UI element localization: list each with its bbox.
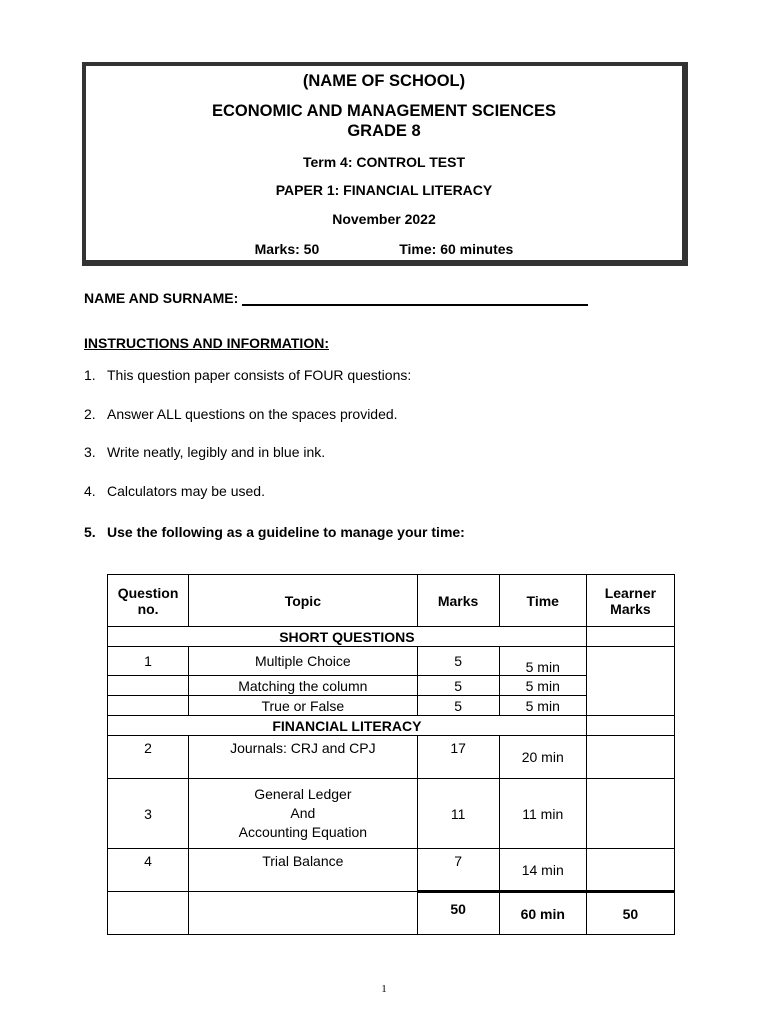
- learner-marks-cell[interactable]: [586, 779, 674, 849]
- page-number: 1: [381, 983, 387, 995]
- header-topic: Topic: [189, 575, 417, 627]
- total-row: [108, 892, 675, 935]
- instructions-heading: INSTRUCTIONS AND INFORMATION:: [84, 335, 329, 351]
- table-row: 1 Multiple Choice 5 5 min: [108, 647, 675, 676]
- name-blank[interactable]: [242, 290, 588, 306]
- subject-title: ECONOMIC AND MANAGEMENT SCIENCES: [211, 102, 557, 120]
- learner-marks-cell[interactable]: [586, 647, 674, 716]
- header-learner-marks: Learner Marks: [586, 575, 674, 627]
- learner-marks-cell[interactable]: [586, 849, 674, 892]
- instruction-item: 1. This question paper consists of FOUR questions:: [84, 367, 412, 383]
- header-time: Time: [499, 575, 586, 627]
- section-row: [108, 716, 675, 736]
- header-marks: Marks: [417, 575, 499, 627]
- section-row: [108, 627, 675, 647]
- marks-time-line: [86, 241, 682, 257]
- instruction-item: 4. Calculators may be used.: [84, 483, 265, 499]
- section-financial-literacy: FINANCIAL LITERACY: [108, 716, 587, 736]
- title-box: [82, 62, 688, 266]
- total-time-cell: 60 min: [499, 892, 586, 935]
- time-guideline-table: [107, 574, 675, 935]
- header-question: Question no.: [108, 575, 189, 627]
- learner-marks-cell[interactable]: [586, 716, 674, 736]
- table-row: True or False 5 5 min: [108, 696, 675, 716]
- total-marks-cell: 50: [417, 892, 499, 935]
- learner-marks-cell[interactable]: [586, 627, 674, 647]
- exam-date: November 2022: [332, 211, 436, 227]
- table-row: Matching the column 5 5 min: [108, 676, 675, 696]
- grade-title: GRADE 8: [347, 122, 421, 140]
- paper-label: PAPER 1: FINANCIAL LITERACY: [275, 182, 493, 198]
- table-header-row: [108, 575, 675, 627]
- term-label: Term 4: CONTROL TEST: [302, 154, 466, 170]
- section-short-questions: SHORT QUESTIONS: [108, 627, 587, 647]
- total-time: Time: 60 minutes: [399, 241, 514, 257]
- instruction-item: 5. Use the following as a guideline to manage your time:: [84, 524, 465, 540]
- table-row: 2 Journals: CRJ and CPJ 17 20 min: [108, 736, 675, 779]
- total-marks: Marks: 50: [254, 241, 320, 257]
- instruction-item: 2. Answer ALL questions on the spaces provided.: [84, 406, 398, 422]
- name-field: [84, 290, 588, 306]
- table-row: 3 General Ledger And Accounting Equation 11 11 min: [108, 779, 675, 849]
- total-learner-cell: 50: [586, 892, 674, 935]
- learner-marks-cell[interactable]: [586, 736, 674, 779]
- table-row: 4 Trial Balance 7 14 min: [108, 849, 675, 892]
- name-label: NAME AND SURNAME:: [84, 290, 239, 306]
- school-name: (NAME OF SCHOOL): [302, 72, 466, 90]
- instruction-item: 3. Write neatly, legibly and in blue ink.: [84, 444, 326, 460]
